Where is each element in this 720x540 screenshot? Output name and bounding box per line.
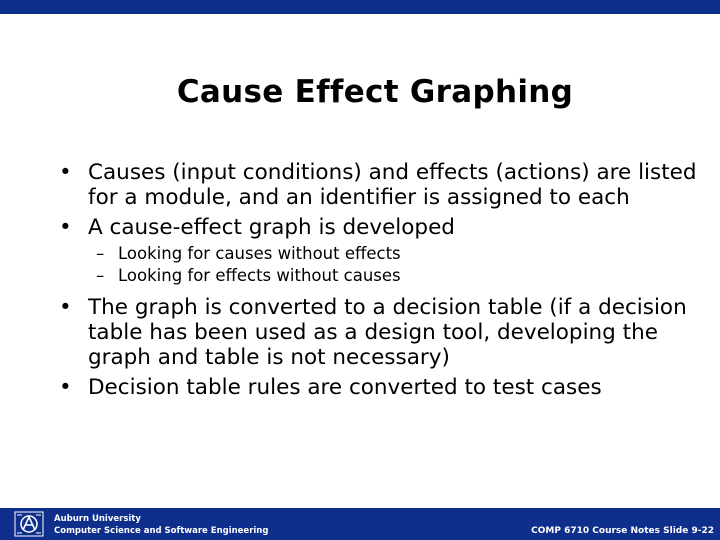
bullet-text: The graph is converted to a decision table (if a decision table has been used as a design tool, developing the graph and table is not necessary) (88, 295, 687, 370)
sub-bullet-marker: – (96, 244, 105, 263)
footer-slide-info: COMP 6710 Course Notes Slide 9-22 (531, 526, 714, 536)
bullet-item (55, 375, 705, 400)
sub-bullet-text: Looking for causes without effects (118, 244, 401, 263)
bullet-text: Decision table rules are converted to test cases (88, 375, 602, 400)
footer-bar (0, 508, 720, 540)
footer-org-line1: Auburn University (54, 514, 141, 524)
bullet-text: A cause-effect graph is developed (88, 215, 455, 240)
bullet-marker: • (59, 375, 72, 400)
bullet-item (55, 215, 705, 240)
bullet-marker: • (59, 295, 72, 320)
bullet-text: Causes (input conditions) and effects (actions) are listed for a module, and an identifier is assigned to each (88, 160, 697, 210)
footer-org-line2: Computer Science and Software Engineering (54, 526, 269, 536)
slide-content (55, 160, 705, 405)
sub-bullet-list (55, 243, 705, 287)
bullet-marker: • (59, 160, 72, 185)
sub-bullet-text: Looking for effects without causes (118, 266, 401, 285)
bullet-marker: • (59, 215, 72, 240)
auburn-logo-icon (14, 511, 44, 537)
top-bar (0, 0, 720, 14)
sub-bullet-marker: – (96, 266, 105, 285)
bullet-item (55, 160, 705, 210)
slide-title: Cause Effect Graphing (176, 74, 574, 110)
sub-bullet-item (55, 265, 705, 287)
bullet-item (55, 295, 705, 370)
sub-bullet-item (55, 243, 705, 265)
